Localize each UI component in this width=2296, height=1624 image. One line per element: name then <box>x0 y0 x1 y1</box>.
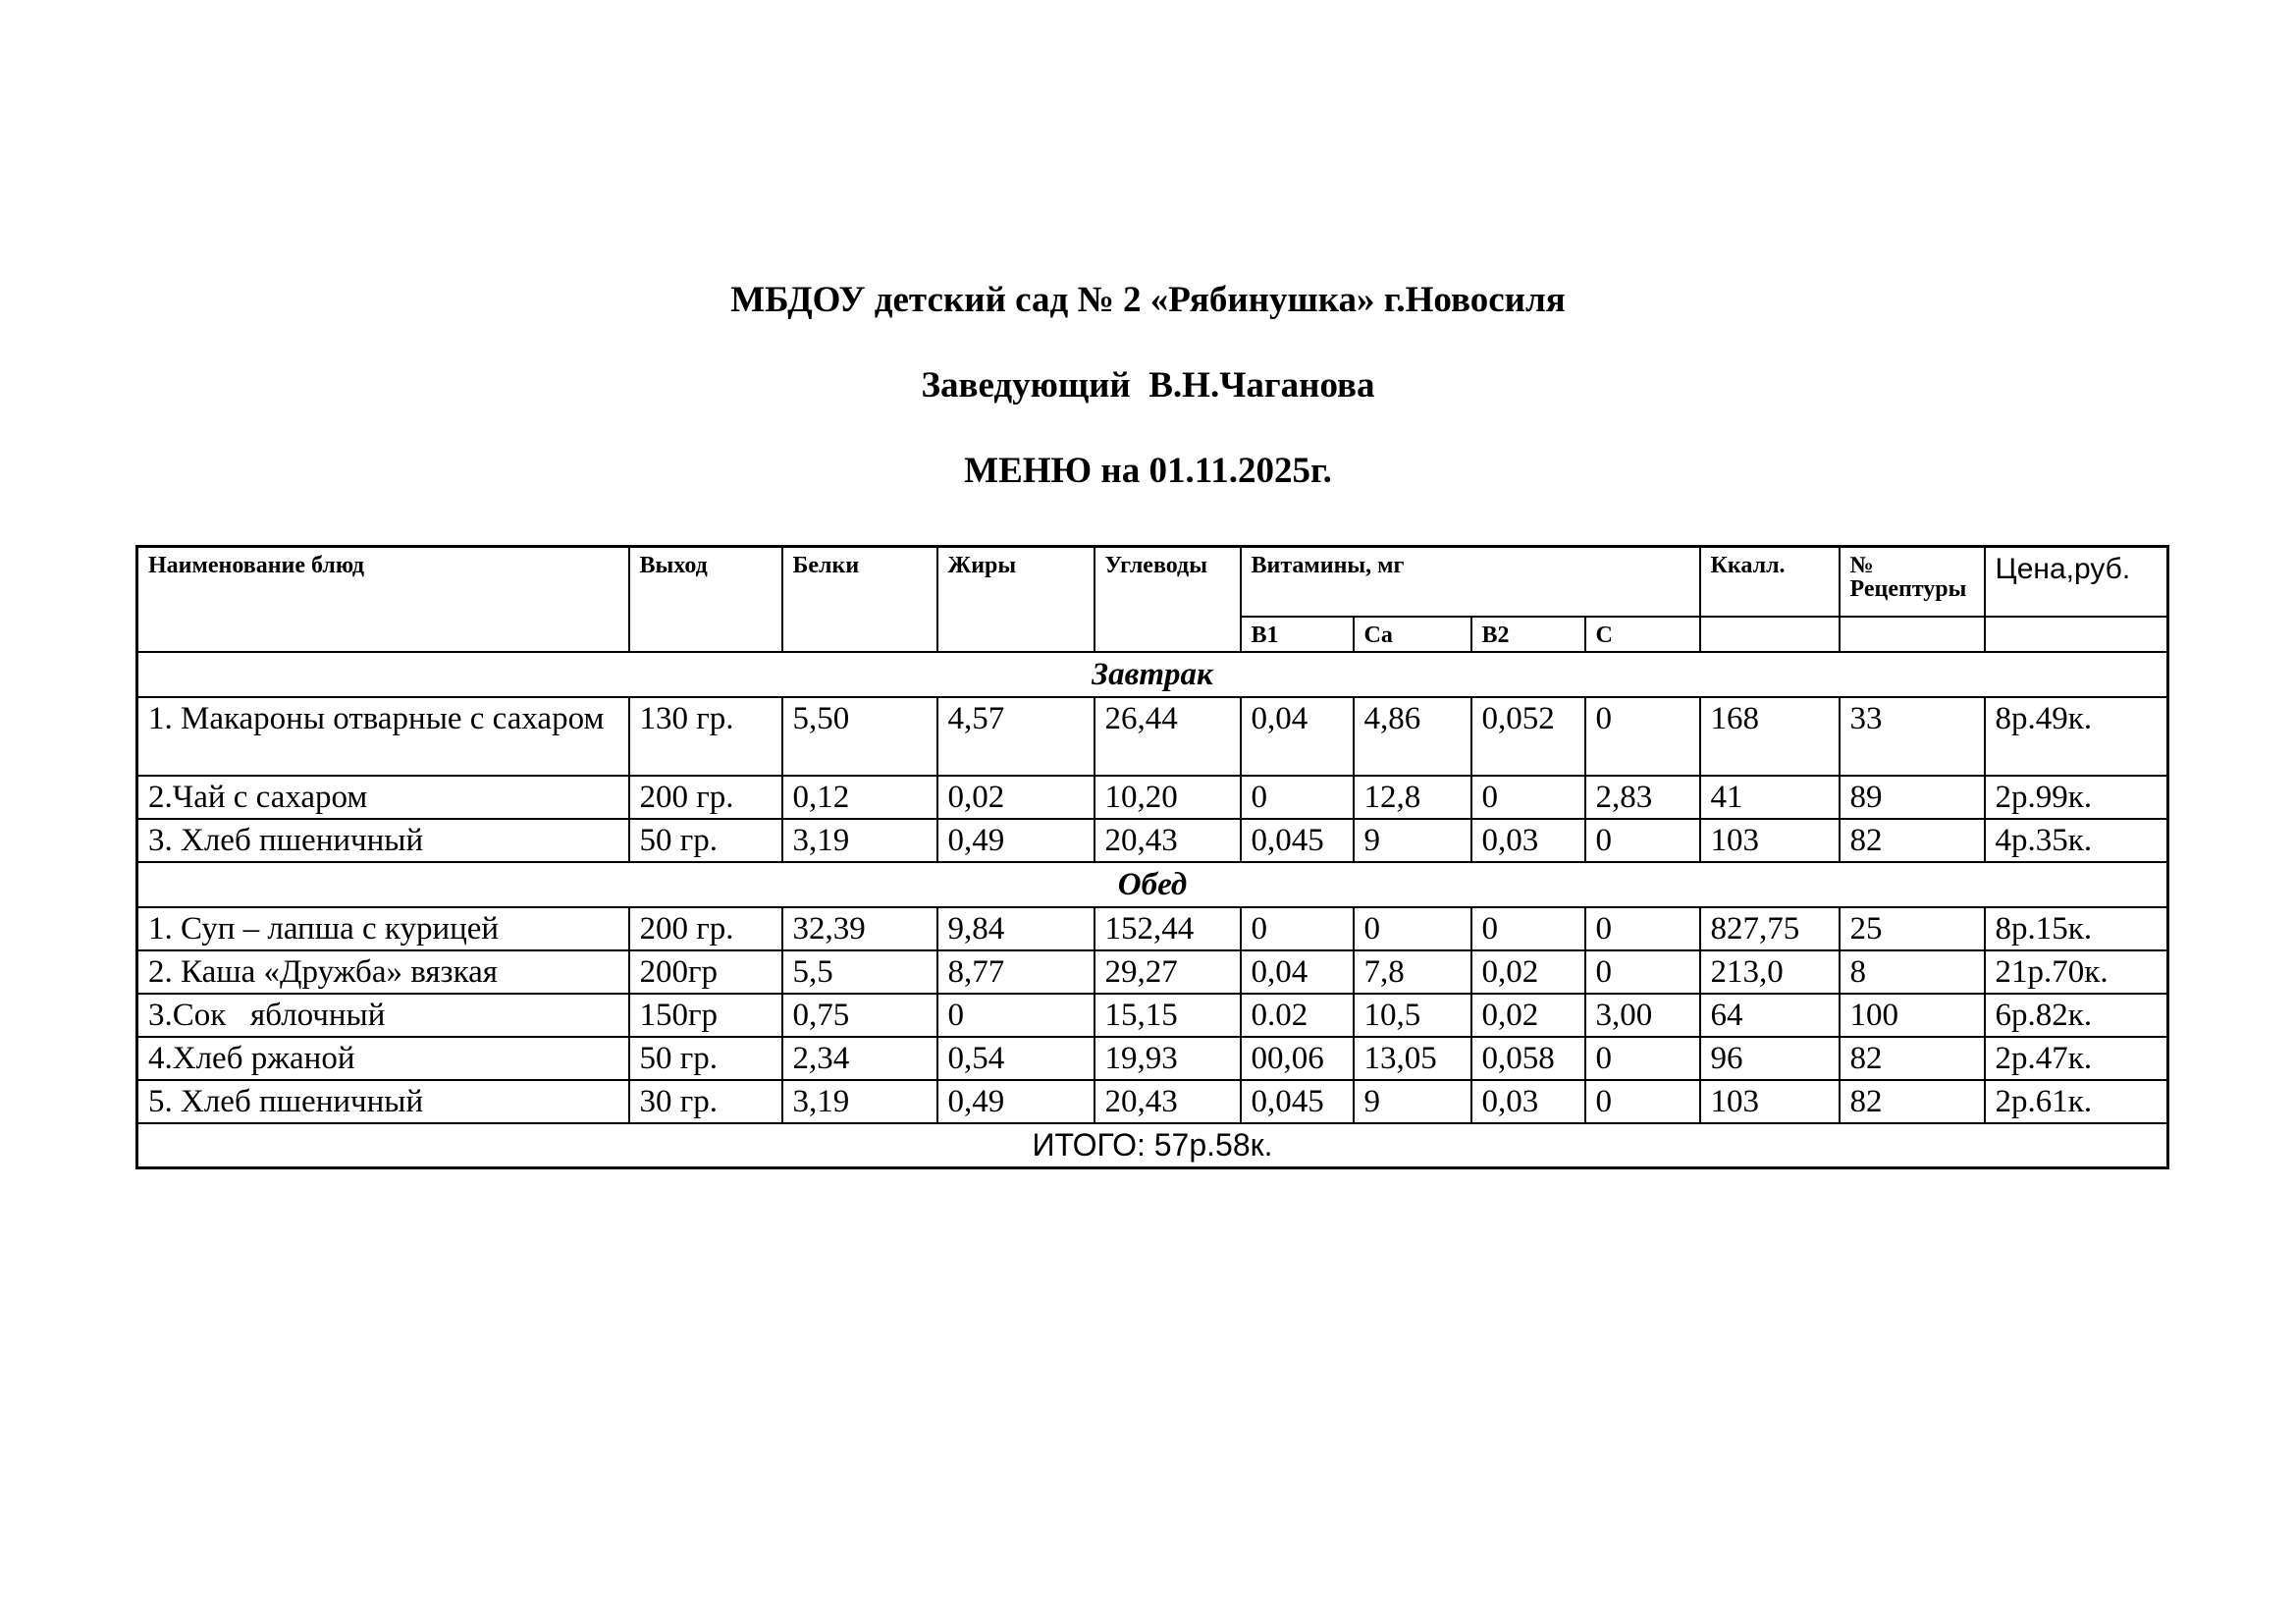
dish-price-cell: 4р.35к. <box>1985 819 2168 862</box>
dish-name-cell: 1. Макароны отварные с сахаром <box>137 697 629 776</box>
dish-carbs-cell: 20,43 <box>1095 819 1241 862</box>
dish-b2-cell: 0,058 <box>1471 1037 1585 1080</box>
dish-kcal-cell: 64 <box>1700 994 1840 1037</box>
dish-recipe-cell: 100 <box>1840 994 1985 1037</box>
dish-b2-cell: 0,03 <box>1471 1080 1585 1123</box>
dish-row <box>137 697 2168 776</box>
dish-fats-cell: 8,77 <box>937 950 1095 994</box>
dish-b1-cell: 00,06 <box>1241 1037 1354 1080</box>
col-header-vitamins-group: Витамины, мг <box>1241 547 1700 617</box>
empty-header-cell-recipe <box>1840 617 1985 652</box>
dish-b2-cell: 0,052 <box>1471 697 1585 776</box>
dish-row <box>137 1080 2168 1123</box>
dish-ca-cell: 12,8 <box>1354 776 1471 819</box>
dish-proteins-cell: 3,19 <box>782 819 937 862</box>
dish-output-cell: 200 гр. <box>629 776 782 819</box>
dish-row <box>137 950 2168 994</box>
menu-table-head <box>137 547 2168 652</box>
dish-c-cell: 2,83 <box>1585 776 1700 819</box>
dish-row <box>137 1037 2168 1080</box>
dish-b2-cell: 0 <box>1471 907 1585 950</box>
dish-price-cell: 6р.82к. <box>1985 994 2168 1037</box>
header-row-main <box>137 547 2168 617</box>
dish-recipe-cell: 82 <box>1840 1037 1985 1080</box>
dish-carbs-cell: 152,44 <box>1095 907 1241 950</box>
dish-ca-cell: 0 <box>1354 907 1471 950</box>
col-header-recipe-number: № Рецептуры <box>1840 547 1985 617</box>
dish-b1-cell: 0,045 <box>1241 819 1354 862</box>
dish-ca-cell: 7,8 <box>1354 950 1471 994</box>
dish-output-cell: 50 гр. <box>629 819 782 862</box>
dish-output-cell: 150гр <box>629 994 782 1037</box>
dish-fats-cell: 0,49 <box>937 819 1095 862</box>
menu-table <box>135 545 2169 1169</box>
dish-recipe-cell: 25 <box>1840 907 1985 950</box>
dish-price-cell: 21р.70к. <box>1985 950 2168 994</box>
dish-recipe-cell: 82 <box>1840 819 1985 862</box>
dish-price-cell: 2р.61к. <box>1985 1080 2168 1123</box>
dish-carbs-cell: 15,15 <box>1095 994 1241 1037</box>
dish-proteins-cell: 0,12 <box>782 776 937 819</box>
dish-kcal-cell: 827,75 <box>1700 907 1840 950</box>
dish-c-cell: 0 <box>1585 819 1700 862</box>
dish-recipe-cell: 89 <box>1840 776 1985 819</box>
dish-ca-cell: 10,5 <box>1354 994 1471 1037</box>
section-title: Завтрак <box>137 652 2168 697</box>
dish-b1-cell: 0,04 <box>1241 697 1354 776</box>
dish-b2-cell: 0,02 <box>1471 950 1585 994</box>
dish-b1-cell: 0 <box>1241 907 1354 950</box>
dish-proteins-cell: 32,39 <box>782 907 937 950</box>
dish-row <box>137 907 2168 950</box>
dish-fats-cell: 4,57 <box>937 697 1095 776</box>
dish-b1-cell: 0 <box>1241 776 1354 819</box>
dish-fats-cell: 9,84 <box>937 907 1095 950</box>
dish-recipe-cell: 8 <box>1840 950 1985 994</box>
dish-kcal-cell: 41 <box>1700 776 1840 819</box>
col-header-vitamin-b1: В1 <box>1241 617 1354 652</box>
dish-name-cell: 3.Сок яблочный <box>137 994 629 1037</box>
dish-b2-cell: 0,03 <box>1471 819 1585 862</box>
col-header-price: Цена,руб. <box>1985 547 2168 617</box>
dish-output-cell: 200 гр. <box>629 907 782 950</box>
dish-row <box>137 819 2168 862</box>
col-header-proteins: Белки <box>782 547 937 652</box>
menu-table-body <box>137 652 2168 1123</box>
dish-c-cell: 0 <box>1585 950 1700 994</box>
total-row <box>137 1123 2168 1168</box>
dish-row <box>137 776 2168 819</box>
dish-b2-cell: 0 <box>1471 776 1585 819</box>
dish-b1-cell: 0,04 <box>1241 950 1354 994</box>
dish-c-cell: 0 <box>1585 1037 1700 1080</box>
dish-b1-cell: 0.02 <box>1241 994 1354 1037</box>
col-header-vitamin-b2: В2 <box>1471 617 1585 652</box>
col-header-dish-name: Наименование блюд <box>137 547 629 652</box>
dish-kcal-cell: 213,0 <box>1700 950 1840 994</box>
head-of-kindergarten-line: Заведующий В.Н.Чаганова <box>921 365 1375 406</box>
dish-proteins-cell: 2,34 <box>782 1037 937 1080</box>
dish-price-cell: 2р.47к. <box>1985 1037 2168 1080</box>
col-header-vitamin-ca: Са <box>1354 617 1471 652</box>
col-header-vitamin-c: С <box>1585 617 1700 652</box>
dish-name-cell: 3. Хлеб пшеничный <box>137 819 629 862</box>
dish-fats-cell: 0 <box>937 994 1095 1037</box>
dish-name-cell: 4.Хлеб ржаной <box>137 1037 629 1080</box>
dish-fats-cell: 0,02 <box>937 776 1095 819</box>
dish-recipe-cell: 33 <box>1840 697 1985 776</box>
dish-carbs-cell: 29,27 <box>1095 950 1241 994</box>
dish-kcal-cell: 168 <box>1700 697 1840 776</box>
dish-name-cell: 2. Каша «Дружба» вязкая <box>137 950 629 994</box>
dish-ca-cell: 9 <box>1354 819 1471 862</box>
dish-fats-cell: 0,49 <box>937 1080 1095 1123</box>
empty-header-cell-kcal <box>1700 617 1840 652</box>
section-title-row <box>137 862 2168 907</box>
dish-carbs-cell: 10,20 <box>1095 776 1241 819</box>
dish-carbs-cell: 20,43 <box>1095 1080 1241 1123</box>
menu-table-foot <box>137 1123 2168 1168</box>
col-header-fats: Жиры <box>937 547 1095 652</box>
dish-c-cell: 0 <box>1585 697 1700 776</box>
dish-name-cell: 5. Хлеб пшеничный <box>137 1080 629 1123</box>
section-title: Обед <box>137 862 2168 907</box>
dish-name-cell: 2.Чай с сахаром <box>137 776 629 819</box>
dish-recipe-cell: 82 <box>1840 1080 1985 1123</box>
dish-ca-cell: 9 <box>1354 1080 1471 1123</box>
dish-c-cell: 3,00 <box>1585 994 1700 1037</box>
dish-output-cell: 30 гр. <box>629 1080 782 1123</box>
section-title-row <box>137 652 2168 697</box>
dish-name-cell: 1. Суп – лапша с курицей <box>137 907 629 950</box>
dish-output-cell: 200гр <box>629 950 782 994</box>
dish-output-cell: 130 гр. <box>629 697 782 776</box>
dish-carbs-cell: 26,44 <box>1095 697 1241 776</box>
dish-b2-cell: 0,02 <box>1471 994 1585 1037</box>
dish-c-cell: 0 <box>1585 907 1700 950</box>
total-label: ИТОГО: 57р.58к. <box>137 1123 2168 1168</box>
dish-output-cell: 50 гр. <box>629 1037 782 1080</box>
document-header <box>0 0 2296 491</box>
dish-price-cell: 8р.15к. <box>1985 907 2168 950</box>
dish-proteins-cell: 5,50 <box>782 697 937 776</box>
dish-b1-cell: 0,045 <box>1241 1080 1354 1123</box>
empty-header-cell-price <box>1985 617 2168 652</box>
dish-ca-cell: 4,86 <box>1354 697 1471 776</box>
dish-row <box>137 994 2168 1037</box>
dish-price-cell: 2р.99к. <box>1985 776 2168 819</box>
dish-ca-cell: 13,05 <box>1354 1037 1471 1080</box>
dish-proteins-cell: 5,5 <box>782 950 937 994</box>
col-header-carbs: Углеводы <box>1095 547 1241 652</box>
col-header-kcal: Ккалл. <box>1700 547 1840 617</box>
col-header-output: Выход <box>629 547 782 652</box>
dish-fats-cell: 0,54 <box>937 1037 1095 1080</box>
dish-price-cell: 8р.49к. <box>1985 697 2168 776</box>
dish-c-cell: 0 <box>1585 1080 1700 1123</box>
menu-date-title: МЕНЮ на 01.11.2025г. <box>964 451 1332 491</box>
dish-kcal-cell: 103 <box>1700 819 1840 862</box>
dish-proteins-cell: 3,19 <box>782 1080 937 1123</box>
dish-kcal-cell: 96 <box>1700 1037 1840 1080</box>
dish-kcal-cell: 103 <box>1700 1080 1840 1123</box>
dish-carbs-cell: 19,93 <box>1095 1037 1241 1080</box>
org-title: МБДОУ детский сад № 2 «Рябинушка» г.Новосиля <box>730 280 1566 320</box>
dish-proteins-cell: 0,75 <box>782 994 937 1037</box>
